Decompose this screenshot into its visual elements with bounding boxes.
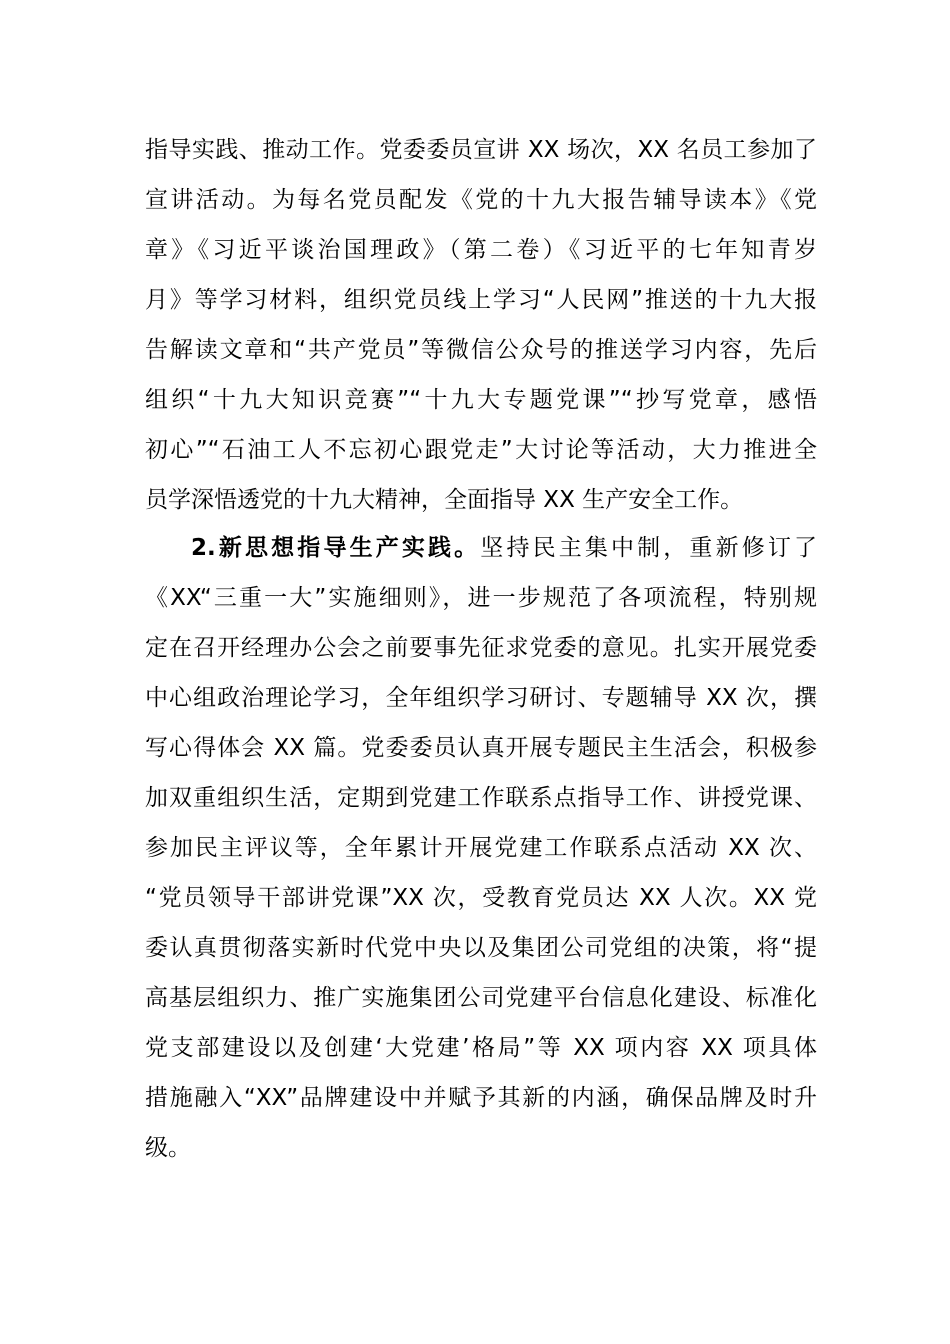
paragraph-line: 措施融入“XX”品牌建设中并赋予其新的内涵，确保品牌及时升 [145, 1085, 817, 1111]
paragraph-line: 初心”“石油工人不忘初心跟党走”大讨论等活动，大力推进全 [145, 437, 817, 463]
paragraph-line: 月》等学习材料，组织党员线上学习“人民网”推送的十九大报 [145, 287, 817, 313]
paragraph-line: 参加民主评议等，全年累计开展党建工作联系点活动 XX 次、 [145, 835, 817, 861]
paragraph-2 [145, 523, 817, 1173]
paragraph-first-line [145, 523, 817, 573]
paragraph-line: 定在召开经理办公会之前要事先征求党委的意见。扎实开展党委 [145, 635, 817, 661]
section-heading: 2.新思想指导生产实践。 [191, 535, 481, 561]
paragraph-line: 员学深悟透党的十九大精神，全面指导 XX 生产安全工作。 [145, 487, 744, 513]
paragraph-line: 中心组政治理论学习，全年组织学习研讨、专题辅导 XX 次，撰 [145, 685, 817, 711]
paragraph-line: 组织“十九大知识竞赛”“十九大专题党课”“抄写党章，感悟 [145, 387, 817, 413]
paragraph-line: 《XX“三重一大”实施细则》，进一步规范了各项流程，特别规 [145, 585, 817, 611]
paragraph-text: 坚持民主集中制，重新修订了 [480, 535, 817, 561]
paragraph-line: 告解读文章和“共产党员”等微信公众号的推送学习内容，先后 [145, 337, 817, 363]
paragraph-line: 级。 [145, 1135, 191, 1161]
paragraph-line: 党支部建设以及创建‘大党建’格局”等 XX 项内容 XX 项具体 [145, 1035, 817, 1061]
paragraph-line: 写心得体会 XX 篇。党委委员认真开展专题民主生活会，积极参 [145, 735, 817, 761]
paragraph-line: “党员领导干部讲党课”XX 次，受教育党员达 XX 人次。XX 党 [145, 885, 817, 911]
paragraph-line: 加双重组织生活，定期到党建工作联系点指导工作、讲授党课、 [145, 785, 817, 811]
paragraph-line: 高基层组织力、推广实施集团公司党建平台信息化建设、标准化 [145, 985, 817, 1011]
paragraph-line: 章》《习近平谈治国理政》（第二卷）《习近平的七年知青岁 [145, 237, 817, 263]
paragraph-line: 宣讲活动。为每名党员配发《党的十九大报告辅导读本》《党 [145, 187, 817, 213]
paragraph-1 [145, 125, 817, 525]
paragraph-line: 指导实践、推动工作。党委委员宣讲 XX 场次，XX 名员工参加了 [145, 137, 817, 163]
paragraph-line: 委认真贯彻落实新时代党中央以及集团公司党组的决策，将“提 [145, 935, 817, 961]
